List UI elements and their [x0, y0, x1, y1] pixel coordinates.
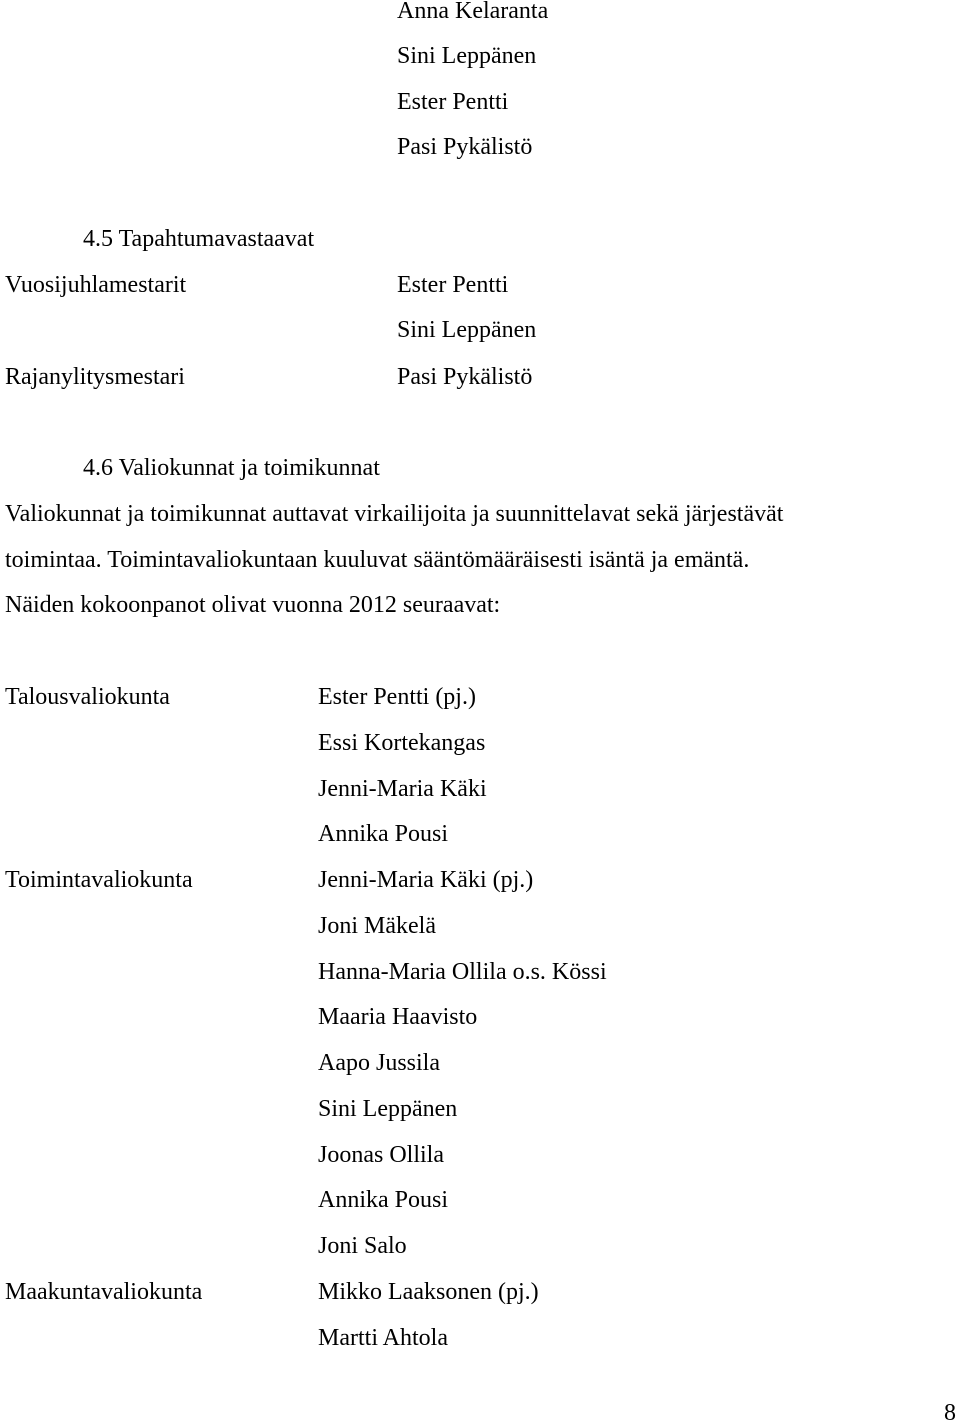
paragraph-line: Valiokunnat ja toimikunnat auttavat virkailijoita ja suunnittelavat sekä järjestävät — [5, 501, 784, 527]
paragraph-line: toimintaa. Toimintavaliokuntaan kuuluvat sääntömääräisesti isäntä ja emäntä. — [5, 547, 750, 573]
role-label: Rajanylitysmestari — [5, 364, 185, 390]
section-heading: 4.6 Valiokunnat ja toimikunnat — [83, 455, 380, 481]
page-number: 8 — [944, 1400, 956, 1426]
committee-member: Joni Salo — [318, 1233, 407, 1259]
name-line: Sini Leppänen — [397, 43, 537, 69]
committee-member: Mikko Laaksonen (pj.) — [318, 1279, 539, 1305]
committee-member: Joonas Ollila — [318, 1142, 444, 1168]
paragraph-line: Näiden kokoonpanot olivat vuonna 2012 seuraavat: — [5, 592, 501, 618]
committee-member: Sini Leppänen — [318, 1096, 458, 1122]
name-line: Sini Leppänen — [397, 317, 537, 343]
committee-member: Maaria Haavisto — [318, 1004, 478, 1030]
committee-member: Aapo Jussila — [318, 1050, 440, 1076]
committee-name: Maakuntavaliokunta — [5, 1279, 203, 1305]
committee-member: Ester Pentti (pj.) — [318, 684, 476, 710]
committee-member: Joni Mäkelä — [318, 913, 436, 939]
committee-member: Essi Kortekangas — [318, 730, 486, 756]
name-line: Anna Kelaranta — [397, 0, 549, 24]
committee-member: Martti Ahtola — [318, 1325, 448, 1351]
committee-member: Annika Pousi — [318, 821, 449, 847]
committee-name: Talousvaliokunta — [5, 684, 170, 710]
name-line: Pasi Pykälistö — [397, 364, 533, 390]
name-line: Ester Pentti — [397, 89, 509, 115]
name-line: Ester Pentti — [397, 272, 509, 298]
committee-member: Jenni-Maria Käki — [318, 776, 487, 802]
committee-member: Annika Pousi — [318, 1187, 449, 1213]
committee-name: Toimintavaliokunta — [5, 867, 193, 893]
role-label: Vuosijuhlamestarit — [5, 272, 187, 298]
section-heading: 4.5 Tapahtumavastaavat — [83, 226, 315, 252]
committee-member: Jenni-Maria Käki (pj.) — [318, 867, 534, 893]
name-line: Pasi Pykälistö — [397, 134, 533, 160]
committee-member: Hanna-Maria Ollila o.s. Kössi — [318, 959, 607, 985]
